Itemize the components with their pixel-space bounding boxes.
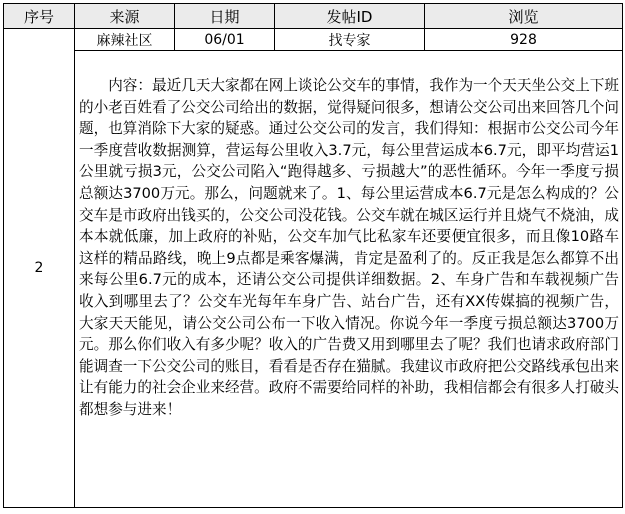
post-table (3, 3, 623, 508)
header-date: 日期 (175, 4, 275, 29)
header-source: 来源 (75, 4, 175, 29)
post-content-cell (75, 51, 623, 508)
row-seq: 2 (4, 29, 75, 508)
row-source[interactable]: 麻辣社区 (75, 29, 175, 51)
row-views: 928 (425, 29, 623, 51)
header-seq: 序号 (4, 4, 75, 29)
row-author[interactable]: 找专家 (275, 29, 425, 51)
table-row (4, 29, 623, 51)
header-author: 发帖ID (275, 4, 425, 29)
header-views: 浏览 (425, 4, 623, 29)
table-header-row (4, 4, 623, 29)
row-date: 06/01 (175, 29, 275, 51)
content-row (4, 51, 623, 508)
post-content: 内容：最近几天大家都在网上谈论公交车的事情，我作为一个天天坐公交上下班的小老百姓看了公交公司给出的数据，觉得疑问很多，想请公交公司出来回答几个问题，也算消除下大家的疑惑。通过公交公司的发言，我们得知：根据市公交公司今年一季度营收数据测算，营运每公里收入3.7元，每公里营运成本6.7元，即平均营运1公里就亏损3元，公交公司陷入“跑得越多、亏损越大”的恶性循环。今年一季度亏损总额达3700万元。那么，问题就来了。1、每公里运营成本6.7元是怎么构成的？公交车是市政府出钱买的，公交公司没花钱。公交车就在城区运行并且烧气不烧油，成本本就低廉，加上政府的补贴，公交车加气比私家车还要便宜很多，而且像10路车这样的精品路线，晚上9点都是乘客爆满，肯定是盈利了的。反正我是怎么都算不出来每公里6.7元的成本，还请公交公司提供详细数据。2、车身广告和车载视频广告收入到哪里去了？公交车光每年车身广告、站台广告，还有XX传媒搞的视频广告，大家天天能见，请公交公司公布一下收入情况。你说今年一季度亏损总额达3700万元。那么你们收入有多少呢？收入的广告费又用到哪里去了呢？我们也请求政府部门能调查一下公交公司的账目，看看是否存在猫腻。我建议市政府把公交路线承包出来让有能力的社会企业来经营。政府不需要给同样的补助，我相信都会有很多人打破头都想参与进来！ (79, 77, 619, 418)
